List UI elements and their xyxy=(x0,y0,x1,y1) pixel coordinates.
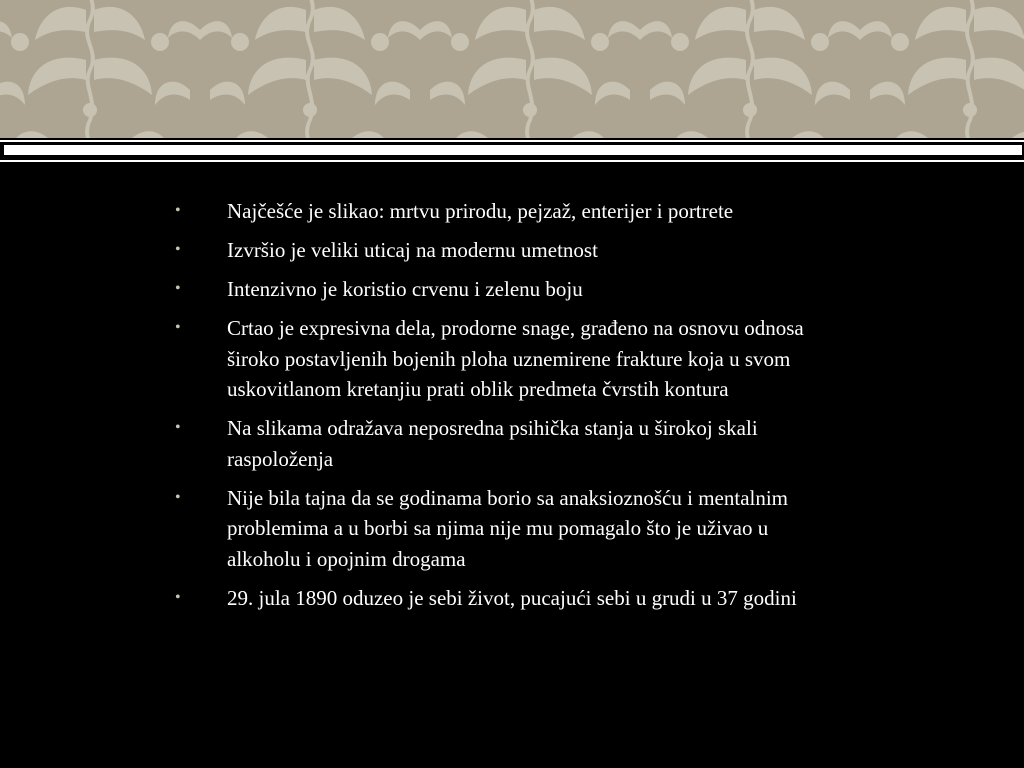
bullet-text: Nije bila tajna da se godinama borio sa anaksioznošću i mentalnim problemima a u borbi sa njima nije mu pomagalo što je uživao u alkoholu i opojnim drogama xyxy=(227,485,789,571)
bullet-item xyxy=(172,413,832,474)
bullet-marker: • xyxy=(175,488,181,506)
bullet-marker: • xyxy=(175,202,181,219)
bullet-text: Intenzivno je koristio crvenu i zelenu boju xyxy=(227,277,583,301)
bullet-item xyxy=(172,274,832,305)
damask-pattern xyxy=(0,0,1024,138)
bullet-item xyxy=(172,196,832,227)
bullet-marker: • xyxy=(175,241,181,258)
divider-bar xyxy=(2,143,1024,157)
bullet-text: Crtao je expresivna dela, prodorne snage, građeno na osnovu odnosa široko postavljenih bojenih ploha uznemirene frakture koja u svom uskovitlanom kretanjiu prati oblik predmeta čvrstih kontura xyxy=(227,316,804,401)
bullet-text: Na slikama odražava neposredna psihička stanja u širokoj skali raspoloženja xyxy=(227,416,758,471)
bullet-item xyxy=(172,235,832,266)
bullet-marker: • xyxy=(175,280,181,297)
bullet-text: 29. jula 1890 oduzeo je sebi život, pucajući sebi u grudi u 37 godini xyxy=(227,585,797,610)
bullet-item xyxy=(172,313,832,405)
divider-line-top xyxy=(0,140,1024,142)
bullet-marker: • xyxy=(175,319,181,336)
bullet-item xyxy=(172,483,832,575)
bullet-marker: • xyxy=(175,419,181,436)
bullet-text: Izvršio je veliki uticaj na modernu umetnost xyxy=(227,238,598,262)
bullet-item xyxy=(172,583,832,614)
slide-body xyxy=(172,196,832,622)
bullet-list xyxy=(172,196,832,613)
damask-header-band xyxy=(0,0,1024,138)
divider-line-bottom xyxy=(0,160,1024,162)
bullet-marker: • xyxy=(175,588,181,606)
bullet-text: Najčešće je slikao: mrtvu prirodu, pejzaž, enterijer i portrete xyxy=(227,199,734,223)
header-divider xyxy=(0,138,1024,164)
